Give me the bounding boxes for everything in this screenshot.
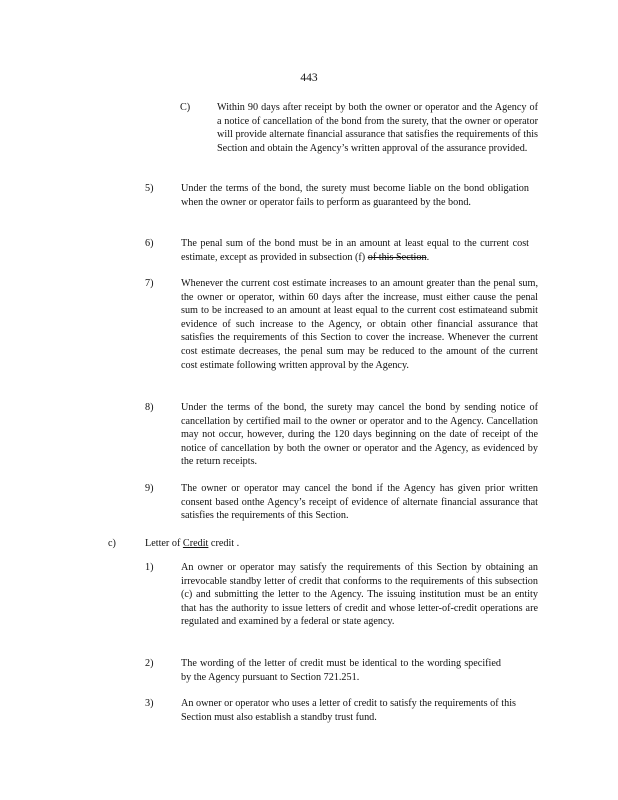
item-text: An owner or operator may satisfy the requirements of this Section by obtaining an irrevocable standby letter of credit that conforms to the requirements of this subsection (c) and submitting the letter to the Agency. The issuing institution must be an entity that has the authority to issue letters of credit and whose letter-of-credit operations are regulated and examined by a federal or state agency. — [181, 562, 538, 628]
item-label: 2) — [145, 658, 154, 669]
item-text: Within 90 days after receipt by both the owner or operator and the Agency of a notice of cancellation of the bond from the surety, that the owner or operator will provide alternate financial assurance that satisfies the requirements of this Section and obtain the Agency’s written approval of the assurance provided. — [217, 102, 538, 154]
item-label: C) — [180, 102, 191, 113]
item-text-part: The penal sum of the bond must be in an amount at least equal to the current cost estimate, except as provided in subsection (f) — [181, 238, 529, 263]
struck-text: of this Section — [367, 251, 427, 263]
heading-text: credit . — [208, 538, 240, 549]
item-label: 7) — [145, 278, 154, 289]
item-label: 3) — [145, 698, 154, 709]
heading-underlined: Credit — [182, 538, 209, 549]
item-label: 1) — [145, 562, 154, 573]
section-label: c) — [108, 538, 116, 549]
item-text: The owner or operator may cancel the bond if the Agency has given prior written consent based onthe Agency’s receipt of evidence of alternate financial assurance that satisfies the requirements of this Section. — [181, 483, 538, 522]
item-label: 6) — [145, 238, 154, 249]
item-text — [181, 237, 529, 264]
page-number: 443 — [300, 72, 318, 84]
item-label: 9) — [145, 483, 154, 494]
item-label: 5) — [145, 183, 154, 194]
item-text: The wording of the letter of credit must be identical to the wording specified by the Agency pursuant to Section 721.251. — [181, 658, 501, 683]
item-text: An owner or operator who uses a letter of credit to satisfy the requirements of this Section must also establish a standby trust fund. — [181, 698, 516, 723]
heading-text: Letter of — [145, 538, 183, 549]
section-title — [145, 537, 239, 551]
item-text-part: . — [426, 251, 430, 263]
item-text: Whenever the current cost estimate increases to an amount greater than the penal sum, the owner or operator, within 60 days after the increase, must either cause the penal sum to be increased to an amount at least equal to the current cost estimateand submit evidence of such increase to the Agency, or obtain other financial assurance that satisfies the requirements of this Section to cover the increase. Whenever the current cost estimate decreases, the penal sum may be reduced to the amount of the current cost estimate following written approval by the Agency. — [181, 278, 538, 371]
item-text: Under the terms of the bond, the surety must become liable on the bond obligation when the owner or operator fails to perform as guaranteed by the bond. — [181, 183, 529, 208]
item-label: 8) — [145, 402, 154, 413]
item-text: Under the terms of the bond, the surety may cancel the bond by sending notice of cancellation by certified mail to the owner or operator and to the Agency. Cancellation may not occur, however, during the 120 days beginning on the date of receipt of the notice of cancellation by both the owner or operator and the Agency, as evidenced by the return receipts. — [181, 402, 538, 468]
